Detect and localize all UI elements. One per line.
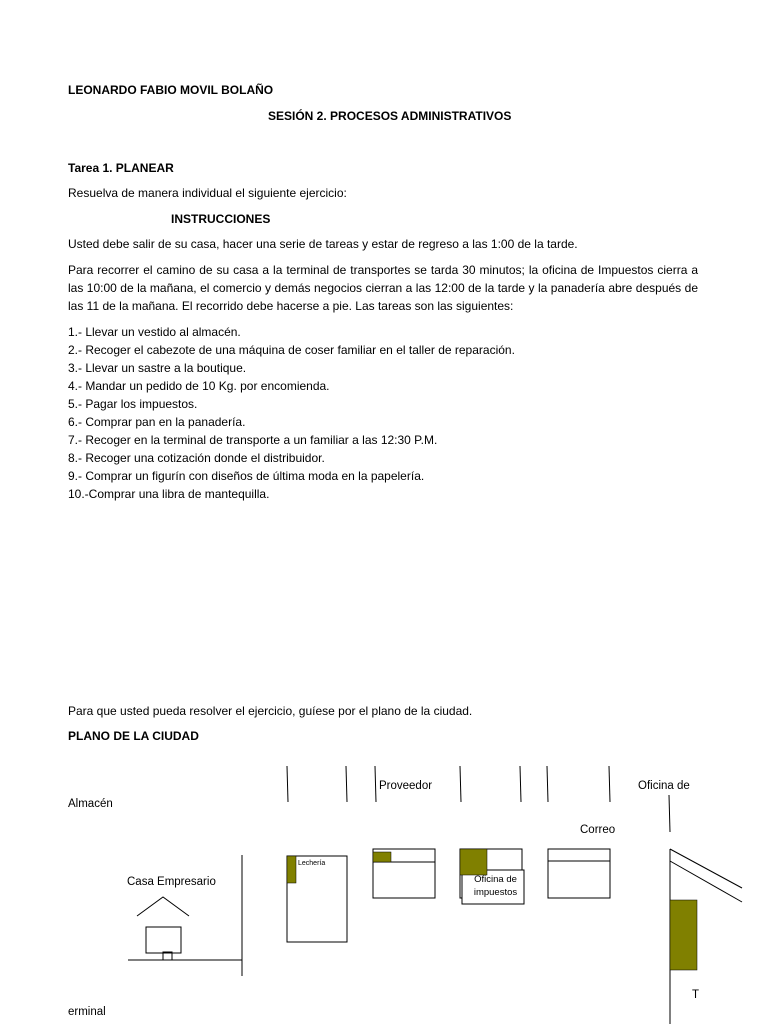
label-t: T (692, 989, 700, 1001)
list-item: 2.- Recoger el cabezote de una máquina de coser familiar en el taller de reparación. (68, 343, 515, 357)
list-item: 4.- Mandar un pedido de 10 Kg. por encomienda. (68, 379, 330, 393)
block-4 (548, 849, 610, 898)
label-proveedor: Proveedor (379, 780, 433, 792)
list-item: 6.- Comprar pan en la panadería. (68, 415, 246, 429)
house-roof (137, 897, 189, 916)
list-item: 9.- Comprar un figurín con diseños de última moda en la papelería. (68, 469, 425, 483)
label-casa-empresario: Casa Empresario (127, 876, 216, 888)
street-line (669, 795, 670, 832)
label-correo: Correo (580, 824, 616, 836)
paragraph-2: Para recorrer el camino de su casa a la terminal de transportes se tarda 30 minutos; la oficina de Impuestos cierra a las 10:00 de la mañana, el comercio y demás negocios cierran a las 12:00 de la tarde y la panadería abre después de las 11 de la mañana. El recorrido debe hacerse a pie. Las tareas son las siguientes: (68, 263, 698, 313)
street-line (346, 766, 347, 802)
street-line (287, 766, 288, 802)
list-item: 1.- Llevar un vestido al almacén. (68, 325, 241, 339)
label-oficina-de: Oficina de (638, 780, 690, 792)
street-line (460, 766, 461, 802)
instructions-heading: INSTRUCCIONES (171, 212, 271, 226)
street-line (520, 766, 521, 802)
map-intro: Para que usted pueda resolver el ejercicio, guíese por el plano de la ciudad. (68, 704, 473, 718)
session-title: SESIÓN 2. PROCESOS ADMINISTRATIVOS (268, 109, 512, 123)
building-oficina (460, 849, 487, 875)
label-lecheria: Lechería (298, 860, 326, 867)
house-body (146, 927, 181, 953)
task-intro: Resuelva de manera individual el siguiente ejercicio: (68, 186, 347, 200)
building-terminal (670, 900, 697, 970)
list-item: 5.- Pagar los impuestos. (68, 397, 198, 411)
list-item: 8.- Recoger una cotización donde el distribuidor. (68, 451, 325, 465)
task-title: Tarea 1. PLANEAR (68, 161, 174, 175)
list-item: 7.- Recoger en la terminal de transporte a un familiar a las 12:30 P.M. (68, 433, 438, 447)
label-almacen: Almacén (68, 798, 113, 810)
paragraph-1: Usted debe salir de su casa, hacer una serie de tareas y estar de regreso a las 1:00 de la tarde. (68, 237, 578, 251)
street-line (547, 766, 548, 802)
street-line (375, 766, 376, 802)
map-heading: PLANO DE LA CIUDAD (68, 729, 199, 743)
street-line (670, 849, 742, 888)
label-oficina-impuestos: Oficina de impuestos (473, 874, 518, 898)
street-line (670, 861, 742, 902)
street-line (609, 766, 610, 802)
building-lecheria (287, 856, 296, 883)
list-item: 10.-Comprar una libra de mantequilla. (68, 487, 270, 501)
list-item: 3.- Llevar un sastre a la boutique. (68, 361, 247, 375)
building-2 (373, 852, 391, 862)
label-erminal: erminal (68, 1006, 106, 1018)
author-name: LEONARDO FABIO MOVIL BOLAÑO (68, 83, 274, 97)
